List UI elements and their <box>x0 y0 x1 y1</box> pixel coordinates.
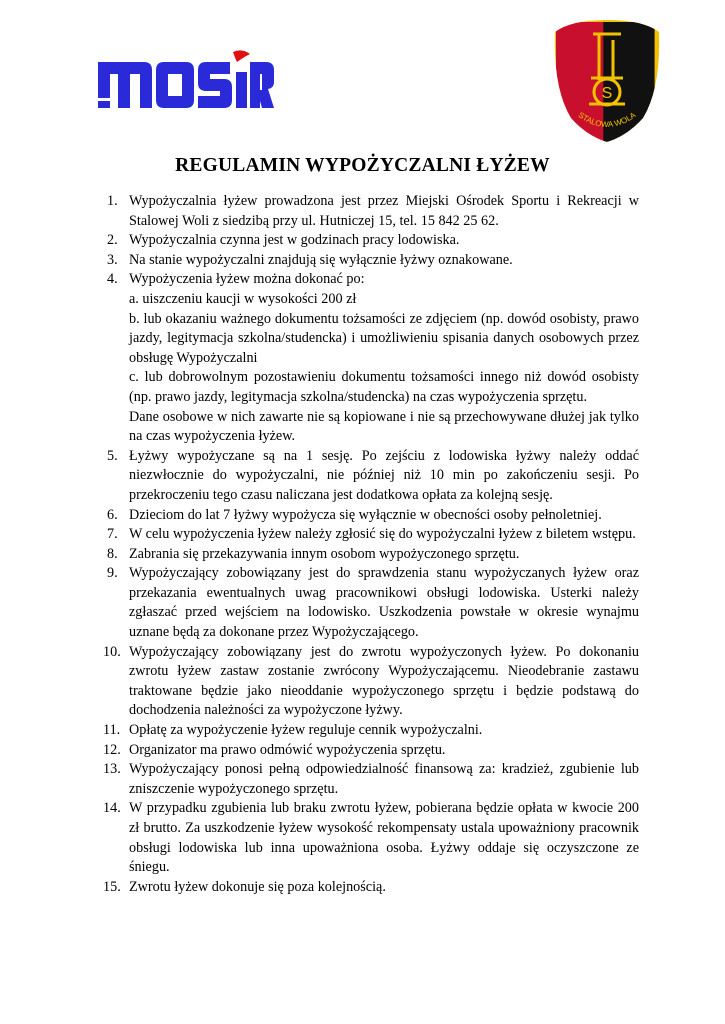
rule-item <box>107 231 639 251</box>
rule-item <box>107 564 639 642</box>
rule-item <box>107 192 639 231</box>
rule-number: 9. <box>107 565 118 582</box>
rule-text: Zabrania się przekazywania innym osobom wypożyczonego sprzętu. <box>129 545 520 562</box>
rule-number: 4. <box>107 271 118 288</box>
page-title: REGULAMIN WYPOŻYCZALNI ŁYŻEW <box>175 155 550 176</box>
rule-item <box>103 741 639 761</box>
rule-number: 2. <box>107 232 118 249</box>
rule-number: 14. <box>103 800 121 817</box>
rule-number: 10. <box>103 643 121 660</box>
rule-item <box>103 643 639 721</box>
rule-text: Wypożyczalnia łyżew prowadzona jest przez Miejski Ośrodek Sportu i Rekreacji w Stalowej Woli z siedzibą przy ul. Hutniczej 15, tel. 15 842 25 62. <box>129 193 639 229</box>
rule-text: Wypożyczalnia czynna jest w godzinach pracy lodowiska. <box>129 232 460 249</box>
rule-number: 12. <box>103 741 121 758</box>
rule-item <box>107 506 639 526</box>
rule-item <box>107 447 639 506</box>
rule-text: Wypożyczenia łyżew można dokonać po: <box>129 271 365 288</box>
rule-text: Wypożyczający zobowiązany jest do sprawdzenia stanu wypożyczanych łyżew oraz przekazania ewentualnych uwag pracownikowi obsługi lodowiska. Usterki należy zgłaszać przed wejściem na lodowisko. Uszkodzenia powstałe w okresie wynajmu uznane będą za dokonane przez Wypożyczającego. <box>129 565 639 641</box>
rule-number: 7. <box>107 526 118 543</box>
rule-number: 11. <box>103 722 121 739</box>
rule-text: Wypożyczający ponosi pełną odpowiedzialność finansową za: kradzież, zgubienie lub zniszczenie wypożyczonego sprzętu. <box>129 761 639 797</box>
rule-number: 5. <box>107 447 118 464</box>
rule-sub-c: c. lub dobrowolnym pozostawieniu dokumentu tożsamości innego niż dowód osobisty (np. prawo jazdy, legitymacja szkolna/studencka) na czas wypożyczenia sprzętu. <box>129 369 639 405</box>
rule-sub-a: a. uiszczeniu kaucji w wysokości 200 zł <box>129 290 357 307</box>
rule-sub-b: b. lub okazaniu ważnego dokumentu tożsamości ze zdjęciem (np. dowód osobisty, prawo jazdy, legitymacja szkolna/studencka) i umożliwieniu spisania danych osobowych przez obsługę Wypożyczalni <box>129 310 639 366</box>
rule-item <box>107 525 639 545</box>
rule-number: 8. <box>107 545 118 562</box>
rule-text: Organizator ma prawo odmówić wypożyczenia sprzętu. <box>129 741 446 758</box>
rules-list <box>103 192 639 897</box>
rule-item <box>103 760 639 799</box>
rule-sub-note: Dane osobowe w nich zawarte nie są kopiowane i nie są przechowywane dłużej jak tylko na czas wypożyczenia łyżew. <box>129 408 639 445</box>
stalowa-wola-crest <box>553 18 661 144</box>
rule-item <box>103 878 639 898</box>
rule-text: Opłatę za wypożyczenie łyżew reguluje cennik wypożyczalni. <box>129 722 483 739</box>
rule-item <box>107 545 639 565</box>
rule-number: 6. <box>107 506 118 523</box>
mosir-logo <box>96 48 274 110</box>
rule-item <box>107 270 639 446</box>
rule-text: Na stanie wypożyczalni znajdują się wyłącznie łyżwy oznakowane. <box>129 251 513 268</box>
rule-text: W przypadku zgubienia lub braku zwrotu łyżew, pobierana będzie opłata w kwocie 200 zł brutto. Za uszkodzenie łyżew wysokość rekompensaty ustala upoważniony pracownik obsługi lodowiska lub inna upoważniona osoba. Łyżwy oddaje się oczyszczone ze śniegu. <box>129 800 639 876</box>
crest-label: STALOWA WOLA <box>576 110 638 130</box>
rule-text: Wypożyczający zobowiązany jest do zwrotu wypożyczonych łyżew. Po dokonaniu zwrotu łyżew zastaw zostanie zwrócony Wypożyczającemu. Nieodebranie zastawu traktowane będzie jako nieoddanie wypożyczonego sprzętu i będzie podstawą do dochodzenia należności za wypożyczone łyżwy. <box>129 643 639 719</box>
rule-item <box>107 251 639 271</box>
rule-number: 3. <box>107 251 118 268</box>
rule-item <box>103 799 639 877</box>
rule-text: W celu wypożyczenia łyżew należy zgłosić się do wypożyczalni łyżew z biletem wstępu. <box>129 526 636 543</box>
rule-text: Łyżwy wypożyczane są na 1 sesję. Po zejściu z lodowiska łyżwy należy oddać niezwłocznie do wypożyczalni, nie później niż 10 min po zakończeniu sesji. Po przekroczeniu tego czasu naliczana jest dodatkowa opłata za kolejną sesję. <box>129 447 639 503</box>
crest-initial: S <box>601 85 613 102</box>
rule-number: 13. <box>103 761 121 778</box>
rule-text: Dzieciom do lat 7 łyżwy wypożycza się wyłącznie w obecności osoby pełnoletniej. <box>129 506 602 523</box>
rule-text: Zwrotu łyżew dokonuje się poza kolejnością. <box>129 878 386 895</box>
rule-item <box>103 721 639 741</box>
rule-number: 1. <box>107 193 118 209</box>
rule-number: 15. <box>103 878 121 895</box>
